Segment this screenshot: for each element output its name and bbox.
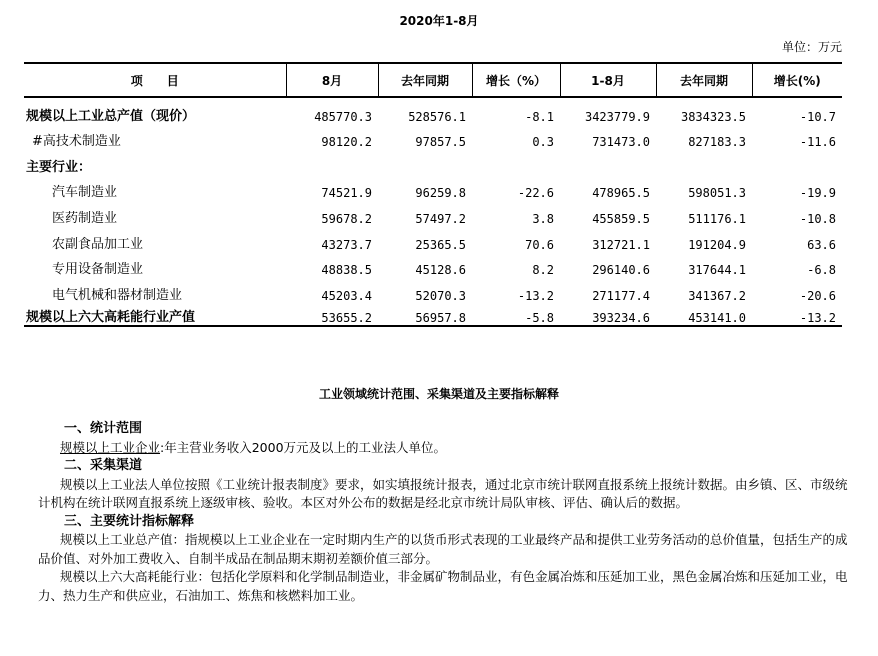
report-title: 2020年1-8月 [399, 14, 479, 28]
cell: -22.6 [517, 186, 554, 201]
cell [286, 149, 378, 175]
cell: -19.9 [799, 186, 836, 201]
column-header-last-year-month: 去年同期 [378, 63, 472, 97]
row-label: #高技术制造业 [32, 134, 121, 150]
cell: 455859.5 [592, 211, 650, 226]
row-label: 规模以上六大高耗能行业产值 [24, 303, 286, 326]
section-heading-channel: 二、采集渠道 [64, 458, 143, 473]
cell: -13.2 [517, 288, 554, 303]
term-link: 规模以上工业企业 [60, 439, 161, 455]
paragraph-text: :年主营业务收入2000万元及以上的工业法人单位。 [160, 439, 447, 455]
cell: 53655.2 [286, 303, 378, 326]
section-heading-indicators: 三、主要统计指标解释 [64, 513, 195, 529]
row-label: 主要行业： [26, 159, 92, 175]
cell: 74521.9 [321, 186, 372, 201]
cell: -5.8 [472, 303, 560, 326]
cell: 511176.1 [688, 211, 746, 226]
cell: 341367.2 [688, 288, 746, 303]
column-header-month: 8月 [286, 63, 378, 97]
cell: 0.3 [532, 135, 554, 150]
cell: 453141.0 [656, 303, 752, 326]
cell: 98120.2 [321, 135, 372, 150]
cell: 528576.1 [408, 109, 466, 124]
row-label: 规模以上工业总产值（现价） [26, 108, 196, 124]
explanation-title: 工业领域统计范围、采集渠道及主要指标解释 [318, 387, 559, 401]
cell [472, 149, 560, 175]
table-row [24, 226, 842, 252]
cell: 97857.5 [415, 135, 466, 150]
cell: 271177.4 [592, 288, 650, 303]
cell: 56957.8 [378, 303, 472, 326]
cell: 827183.3 [688, 135, 746, 150]
cell [378, 149, 472, 175]
column-header-last-year-ytd: 去年同期 [656, 63, 752, 97]
unit-label: 单位：万元 [781, 40, 842, 54]
cell: -20.6 [799, 288, 836, 303]
cell: 96259.8 [415, 186, 466, 201]
cell: 43273.7 [321, 237, 372, 252]
row-label: 汽车制造业 [52, 185, 118, 201]
cell: 598051.3 [688, 186, 746, 201]
row-label: 农副食品加工业 [52, 236, 144, 252]
cell: 45128.6 [415, 263, 466, 278]
column-header-growth-month: 增长（%） [472, 63, 560, 97]
cell: 25365.5 [415, 237, 466, 252]
cell: 312721.1 [592, 237, 650, 252]
table-row [24, 175, 842, 201]
cell: 70.6 [525, 237, 554, 252]
cell: 45203.4 [321, 288, 372, 303]
explanation-body [38, 420, 848, 605]
paragraph-energy-industries: 规模以上六大高耗能行业：包括化学原料和化学制品制造业，非金属矿物制品业，有色金属冶炼和压延加工业，黑色金属冶炼和压延加工业，电力、热力生产和供应业，石油加工、炼焦和核燃料加工业。 [38, 569, 848, 603]
table-row [24, 303, 842, 326]
row-label: 医药制造业 [52, 210, 118, 226]
cell: -13.2 [752, 303, 842, 326]
cell: 731473.0 [592, 135, 650, 150]
cell: 52070.3 [415, 288, 466, 303]
cell: -10.7 [799, 109, 836, 124]
statistics-table [24, 62, 842, 327]
cell: 48838.5 [321, 263, 372, 278]
table-row [24, 124, 842, 150]
table-header-row [24, 63, 842, 97]
column-header-ytd: 1-8月 [560, 63, 656, 97]
cell: 59678.2 [321, 211, 372, 226]
cell: 478965.5 [592, 186, 650, 201]
column-header-item: 项 目 [24, 63, 286, 97]
cell: 191204.9 [688, 237, 746, 252]
cell: 296140.6 [592, 263, 650, 278]
table-row [24, 97, 842, 124]
cell: 3.8 [532, 211, 554, 226]
cell: 57497.2 [415, 211, 466, 226]
section-heading-scope: 一、统计范围 [64, 421, 143, 436]
cell: 63.6 [807, 237, 836, 252]
cell: 8.2 [532, 263, 554, 278]
row-label: 电气机械和器材制造业 [52, 287, 183, 303]
paragraph-scope [38, 439, 848, 458]
cell: 485770.3 [314, 109, 372, 124]
row-label: 专用设备制造业 [52, 262, 144, 278]
table-row [24, 277, 842, 303]
cell: -6.8 [807, 263, 836, 278]
cell [752, 149, 842, 175]
paragraph-channel: 规模以上工业法人单位按照《工业统计报表制度》要求，如实填报统计报表，通过北京市统计联网直报系统上报统计数据。由乡镇、区、市级统计机构在统计联网直报系统上逐级审核、验收。本区对外公布的数据是经北京市统计局队审核、评估、确认后的数据。 [38, 476, 848, 510]
cell [656, 149, 752, 175]
cell: -8.1 [525, 109, 554, 124]
cell: 317644.1 [688, 263, 746, 278]
table-row [24, 200, 842, 226]
cell: -11.6 [799, 135, 836, 150]
cell: 393234.6 [560, 303, 656, 326]
cell: 3834323.5 [680, 109, 746, 124]
table-row [24, 252, 842, 278]
cell [560, 149, 656, 175]
cell: 3423779.9 [584, 109, 650, 124]
table-row [24, 149, 842, 175]
column-header-growth-ytd: 增长(%) [752, 63, 842, 97]
cell: -10.8 [799, 211, 836, 226]
paragraph-output-value: 规模以上工业总产值：指规模以上工业企业在一定时期内生产的以货币形式表现的工业最终产品和提供工业劳务活动的总价值量，包括生产的成品价值、对外加工费收入、自制半成品在制品期末期初差额价值三部分。 [38, 532, 848, 566]
